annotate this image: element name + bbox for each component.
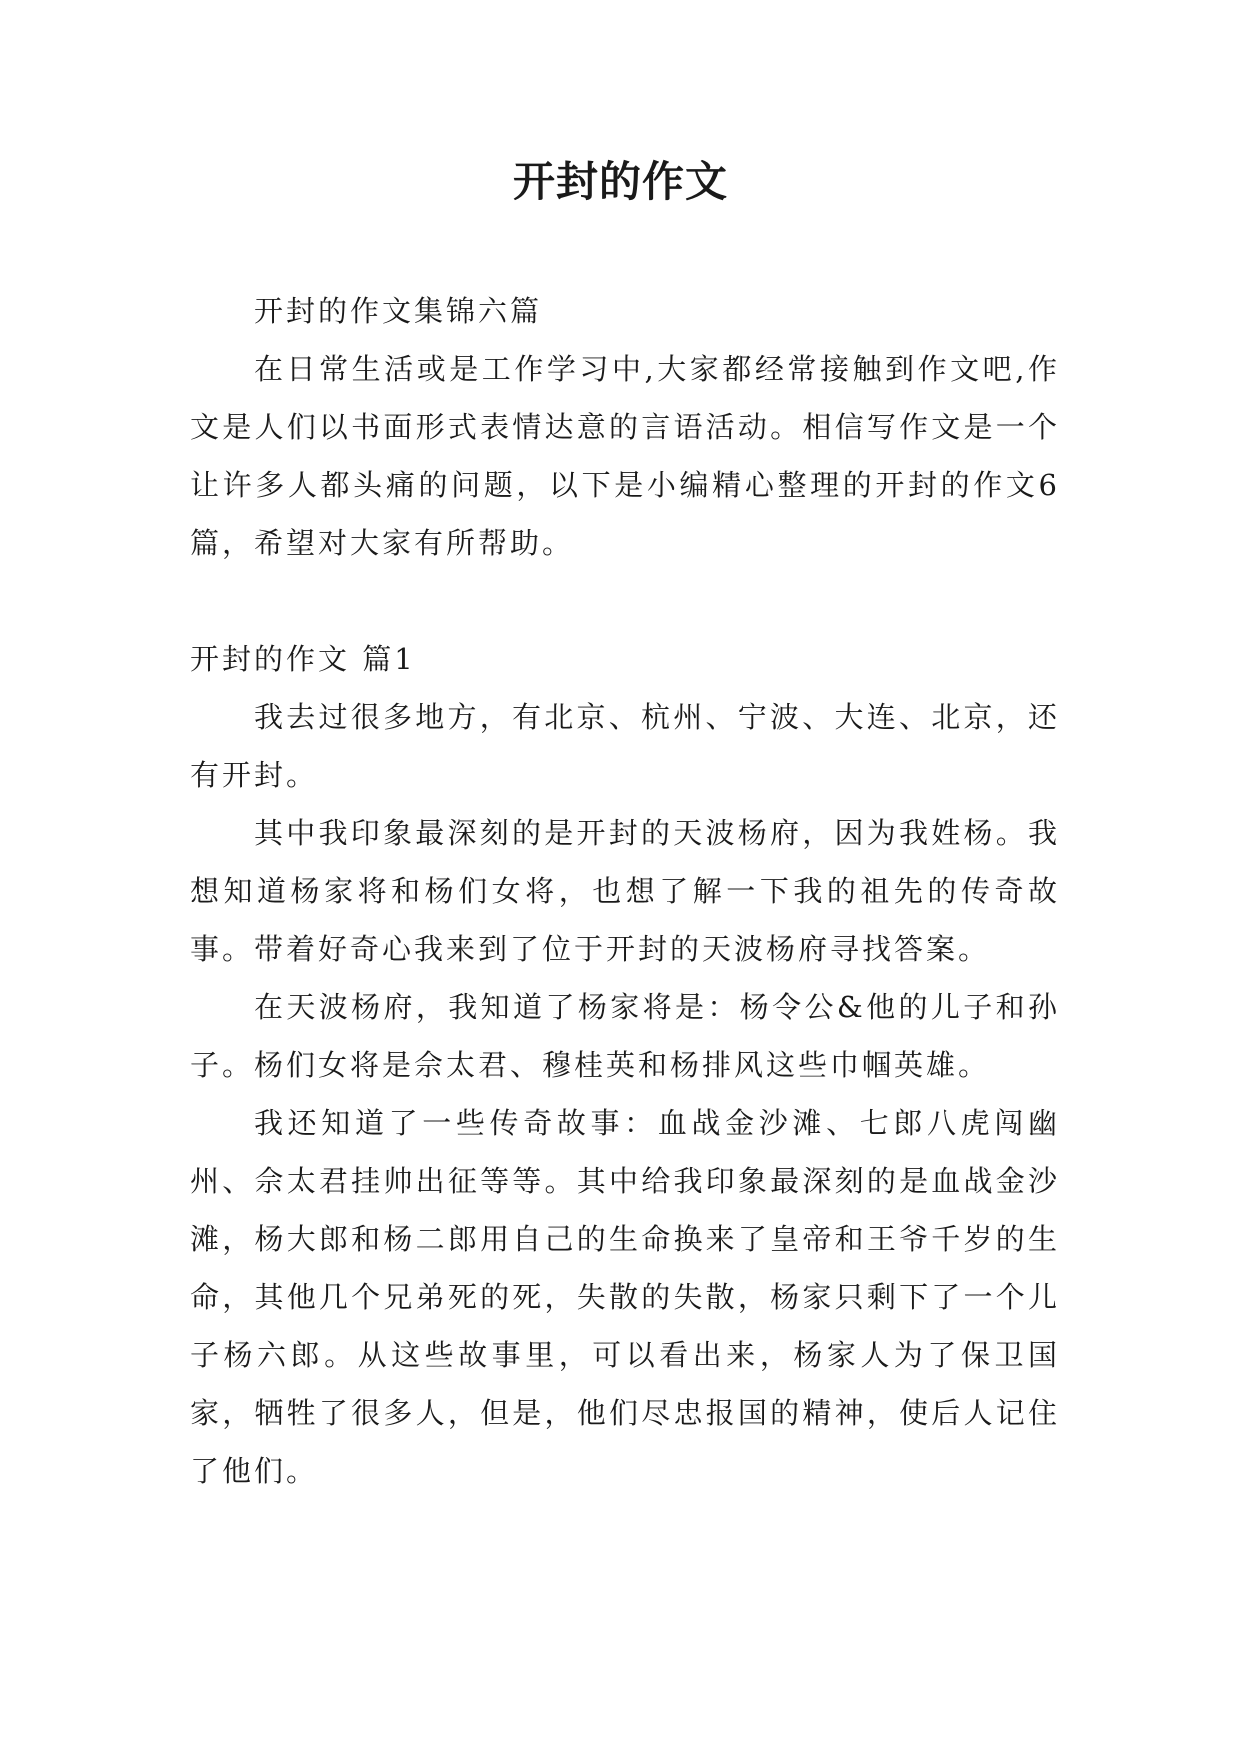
document-title: 开封的作文 (512, 157, 728, 206)
document-body (190, 282, 1060, 1500)
intro-paragraph: 在日常生活或是工作学习中,大家都经常接触到作文吧,作文是人们以书面形式表情达意的言语活动。相信写作文是一个让许多人都头痛的问题，以下是小编精心整理的开封的作文6篇，希望对大家有所帮助。 (190, 352, 1060, 560)
section-heading: 开封的作文 篇1 (190, 642, 416, 676)
essay-paragraph: 我去过很多地方，有北京、杭州、宁波、大连、北京，还有开封。 (190, 700, 1060, 792)
essay-paragraph: 在天波杨府，我知道了杨家将是：杨令公&他的儿子和孙子。杨们女将是佘太君、穆桂英和杨排风这些巾帼英雄。 (190, 990, 1060, 1082)
essay-paragraph: 我还知道了一些传奇故事：血战金沙滩、七郎八虎闯幽州、佘太君挂帅出征等等。其中给我印象最深刻的是血战金沙滩，杨大郎和杨二郎用自己的生命换来了皇帝和王爷千岁的生命，其他几个兄弟死的死，失散的失散，杨家只剩下了一个儿子杨六郎。从这些故事里，可以看出来，杨家人为了保卫国家，牺牲了很多人，但是，他们尽忠报国的精神，使后人记住了他们。 (190, 1106, 1060, 1488)
collection-subtitle: 开封的作文集锦六篇 (254, 294, 543, 328)
essay-paragraph: 其中我印象最深刻的是开封的天波杨府，因为我姓杨。我想知道杨家将和杨们女将，也想了解一下我的祖先的传奇故事。带着好奇心我来到了位于开封的天波杨府寻找答案。 (190, 816, 1060, 966)
